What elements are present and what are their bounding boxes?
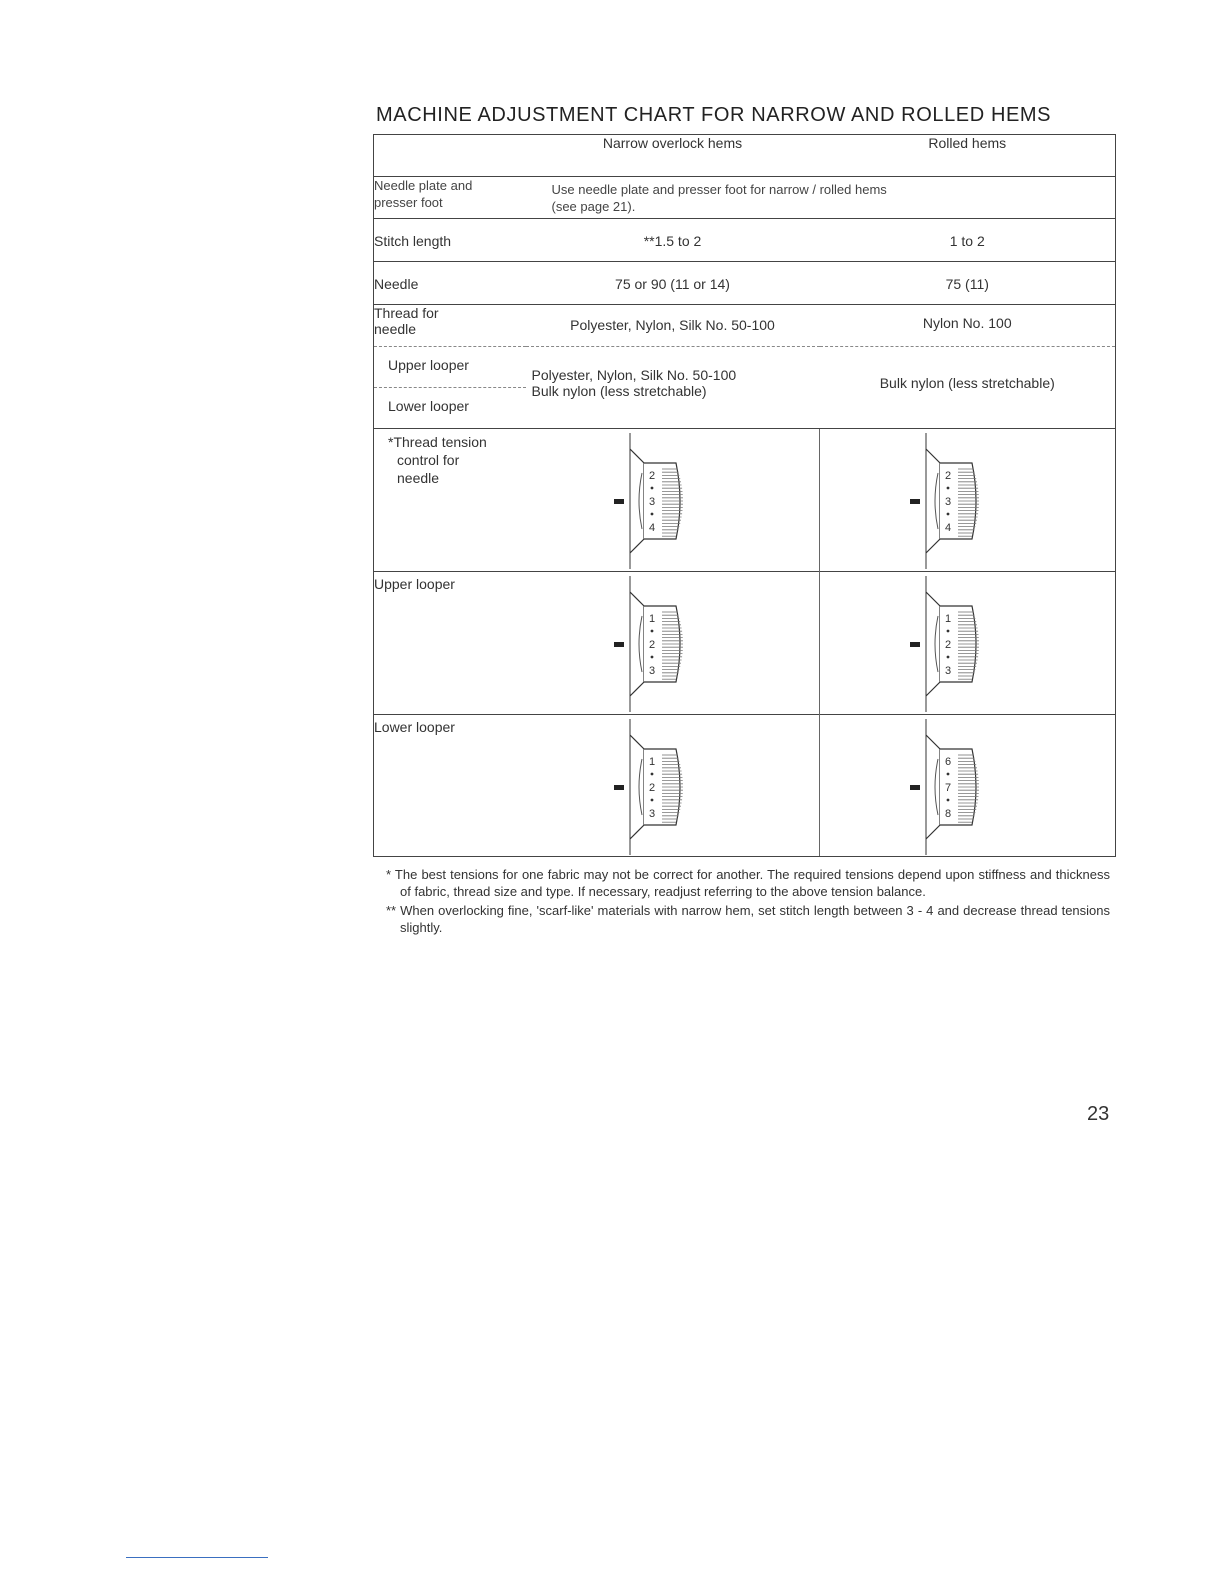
row-tension-upper-looper	[374, 572, 1116, 715]
column-header-rolled: Rolled hems	[820, 135, 1116, 177]
adjustment-chart-table	[373, 134, 1116, 857]
page-number: 23	[1087, 1103, 1110, 1125]
tension-upper-looper-label: Upper looper	[374, 572, 526, 715]
tension-dial-upper-rolled	[820, 572, 1115, 712]
thread-lower-looper-label: Lower looper	[388, 398, 469, 414]
thread-upper-looper-label: Upper looper	[374, 347, 526, 388]
dial-number: 6	[944, 756, 951, 768]
dial-number: 2	[944, 470, 951, 482]
tension-dial-graphic	[910, 433, 1026, 569]
thread-loopers-narrow-line2: Bulk nylon (less stretchable)	[531, 383, 707, 399]
needle-narrow: 75 or 90 (11 or 14)	[526, 262, 820, 305]
needle-plate-value-line1: Use needle plate and presser foot for narrow / rolled hems	[551, 182, 887, 197]
tension-needle-label-line1: *Thread tension	[388, 434, 487, 450]
dial-number: 1	[649, 756, 656, 768]
tension-dial-graphic	[910, 719, 1026, 855]
header-row	[374, 135, 1116, 177]
footnote-1: * The best tensions for one fabric may not be correct for another. The required tensions depend upon stiffness and thickness of fabric, thread size and type. If necessary, readjust referring to the above tension balance.	[386, 867, 1110, 899]
tension-dial-graphic	[910, 576, 1026, 712]
thread-loopers-rolled: Bulk nylon (less stretchable)	[820, 347, 1116, 429]
thread-needle-rolled: Nylon No. 100	[820, 305, 1116, 347]
tension-lower-looper-label: Lower looper	[374, 715, 526, 857]
dial-number: 4	[649, 522, 656, 534]
needle-label: Needle	[374, 262, 526, 305]
dial-number: 1	[649, 613, 656, 625]
dial-number: 3	[649, 496, 656, 508]
tension-dial-needle-narrow	[526, 429, 820, 569]
chart-title: MACHINE ADJUSTMENT CHART FOR NARROW AND ROLLED HEMS	[376, 104, 1052, 126]
dial-number: 3	[649, 808, 656, 820]
thread-needle-label-line1: Thread for	[374, 305, 439, 321]
tension-dial-lower-narrow	[526, 715, 820, 855]
thread-loopers-narrow-line1: Polyester, Nylon, Silk No. 50-100	[531, 367, 737, 383]
tension-needle-label-line2: control for	[397, 452, 460, 468]
row-thread-needle	[374, 305, 1116, 347]
footnote-2: ** When overlocking fine, 'scarf-like' materials with narrow hem, set stitch length between 3 - 4 and decrease thread tensions slightly.	[386, 903, 1110, 935]
dial-number: 2	[649, 639, 656, 651]
needle-rolled: 75 (11)	[820, 262, 1116, 305]
needle-plate-value-line2: (see page 21).	[551, 199, 636, 214]
dial-number: 8	[944, 808, 951, 820]
row-tension-lower-looper	[374, 715, 1116, 857]
dial-number: 4	[944, 522, 951, 534]
footnotes	[386, 866, 1110, 938]
dial-number: 2	[649, 470, 656, 482]
row-stitch-length	[374, 219, 1116, 262]
row-needle	[374, 262, 1116, 305]
dial-number: 1	[944, 613, 951, 625]
thread-needle-narrow: Polyester, Nylon, Silk No. 50-100	[526, 305, 820, 347]
tension-dial-graphic	[614, 433, 730, 569]
column-header-narrow: Narrow overlock hems	[526, 135, 820, 177]
stitch-length-label: Stitch length	[374, 219, 526, 262]
tension-dial-graphic	[614, 719, 730, 855]
dial-number: 3	[944, 665, 951, 677]
dial-number: 2	[944, 639, 951, 651]
header-empty-cell	[374, 135, 526, 177]
tension-dial-graphic	[614, 576, 730, 712]
dial-number: 3	[649, 665, 656, 677]
stitch-length-narrow: **1.5 to 2	[526, 219, 820, 262]
row-needle-plate	[374, 177, 1116, 219]
needle-plate-label-line2: presser foot	[374, 195, 443, 210]
tension-dial-lower-rolled	[820, 715, 1115, 855]
tension-dial-upper-narrow	[526, 572, 820, 712]
bottom-divider	[126, 1557, 268, 1558]
stitch-length-rolled: 1 to 2	[820, 219, 1116, 262]
thread-needle-label-line2: needle	[374, 321, 417, 337]
dial-number: 3	[944, 496, 951, 508]
dial-number: 7	[944, 782, 951, 794]
tension-dial-needle-rolled	[820, 429, 1115, 569]
needle-plate-label-line1: Needle plate and	[374, 178, 473, 193]
dial-number: 2	[649, 782, 656, 794]
row-thread-loopers	[374, 347, 1116, 429]
row-tension-needle	[374, 429, 1116, 572]
tension-needle-label-line3: needle	[397, 470, 440, 486]
